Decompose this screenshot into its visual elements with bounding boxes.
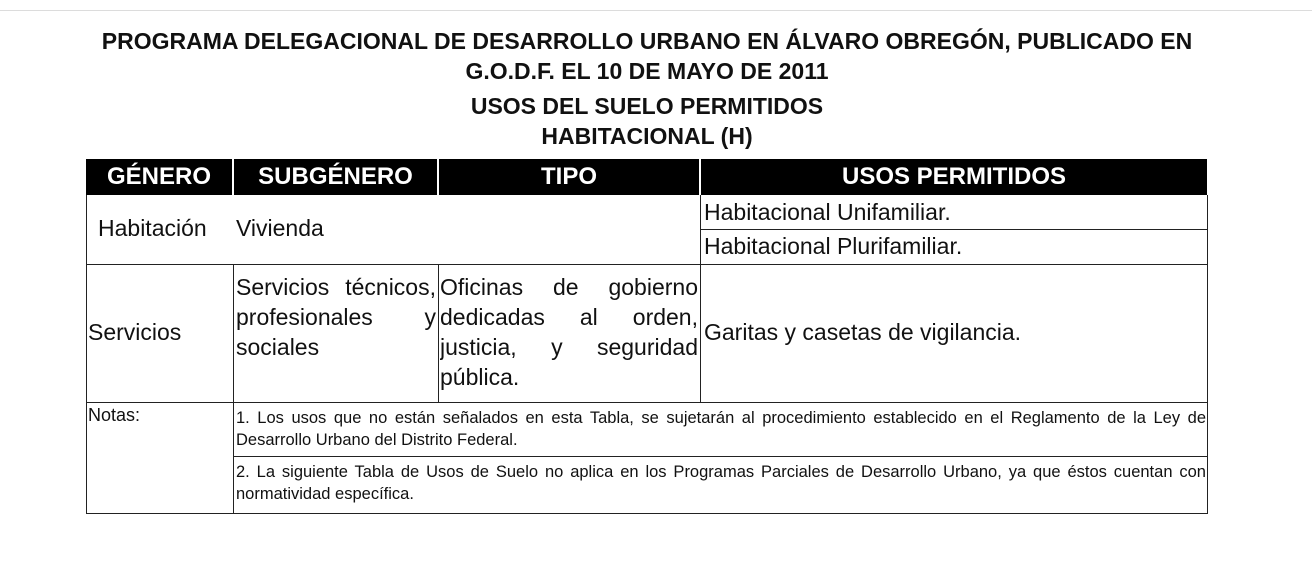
header-usos-permitidos: USOS PERMITIDOS [701,159,1207,195]
border-right [1207,195,1208,514]
border-bottom [86,513,1208,514]
note-1: 1. Los usos que no están señalados en esta Tabla, se sujetarán al procedimiento establecido en el Reglamento de la Ley de Desarrollo Urbano del Distrito Federal. [236,409,1206,449]
row1-usos-2: Habitacional Plurifamiliar. [704,233,963,259]
row1-genero: Habitación [98,215,207,241]
border-left [86,195,87,514]
row2-genero: Servicios [88,319,182,345]
header-tipo: TIPO [439,159,699,195]
subtitle-usos: USOS DEL SUELO PERMITIDOS [470,93,824,119]
top-divider [0,10,1312,11]
row2-subgenero: Servicios técnicos, profesionales y sociales [236,274,436,360]
header-subgenero: SUBGÉNERO [234,159,437,195]
row1-subgenero: Vivienda [236,215,324,241]
title-line-2: G.O.D.F. EL 10 DE MAYO DE 2011 [465,58,829,84]
border-col3 [700,195,701,402]
border-col2-row2 [438,264,439,402]
border-row2-bottom [86,402,1208,403]
title-line-1: PROGRAMA DELEGACIONAL DE DESARROLLO URBANO EN ÁLVARO OBREGÓN, PUBLICADO EN [101,28,1193,54]
row2-tipo: Oficinas de gobierno dedicadas al orden, justicia, y seguridad pública. [440,274,698,390]
header-genero: GÉNERO [86,159,232,195]
document-title [88,26,1206,151]
note-2: 2. La siguiente Tabla de Usos de Suelo no aplica en los Programas Parciales de Desarrollo Urbano, ya que éstos cuentan con normatividad específica. [236,463,1206,503]
row2-usos: Garitas y casetas de vigilancia. [704,319,1022,345]
row1-usos-1: Habitacional Unifamiliar. [704,199,951,225]
border-note-split [234,456,1208,457]
border-usos-split [701,229,1208,230]
land-use-table [86,159,1208,514]
border-col1-row2 [233,264,234,402]
notes-label: Notas: [88,405,141,425]
subtitle-habitacional: HABITACIONAL (H) [541,123,753,149]
border-row1-bottom [86,264,1208,265]
border-col1-notes [233,402,234,514]
